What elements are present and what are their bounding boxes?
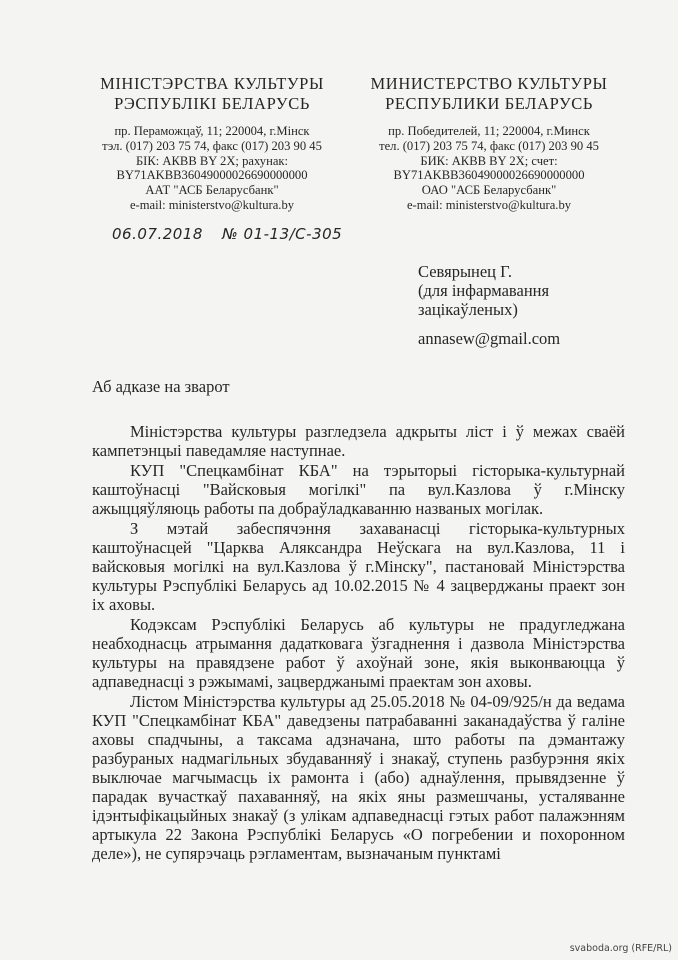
ministry-title-line: МИНИСТЕРСТВО КУЛЬТУРЫ	[370, 74, 608, 93]
body-paragraph: Кодэксам Рэспублікі Беларусь аб культуры не прадугледжана неабходнасць атрымання дадатковага ўзгаднення і дазвола Міністэрства культуры на правядзене работ ў ахоўнай зоне, якія выконваюцца ў адпаведнасці з рэжымамі, зацверджанымі праектам зон аховы.	[92, 615, 625, 691]
body-paragraph: КУП "Спецкамбінат КБА" на тэрыторыі гісторыка-культурнай каштоўнасці "Вайсковыя могілкі" па вул.Казлова ў г.Мінску ажыццяўляюць работы па добраўладкаванню названых могілак.	[92, 461, 625, 518]
account-line: BY71AKBB36049000026690000000	[393, 168, 585, 183]
bank-name-line: ААТ "АСБ Беларусбанк"	[145, 183, 279, 198]
header-left-belarusian	[88, 74, 336, 213]
body-paragraph: Міністэрства культуры разгледзела адкрыты ліст і ў межах сваёй кампетэнцыі паведамляе наступнае.	[92, 422, 625, 460]
bank-code-line: БІК: АКВВ BY 2X; рахунак:	[135, 153, 289, 168]
handwritten-reference	[112, 225, 342, 243]
source-watermark: svaboda.org (RFE/RL)	[569, 943, 672, 954]
header-right-russian	[358, 74, 620, 213]
letter-subject: Аб адказе на зварот	[92, 377, 230, 396]
body-paragraph: З мэтай забеспячэння захаванасці гісторыка-культурных каштоўнасцей "Царква Аляксандра Неўскага на вул.Казлова, 11 і вайсковыя могілкі на вул.Казлова ў г.Мінску", пастановай Міністэрства культуры Рэспублікі Беларусь ад 10.02.2015 № 4 зацверджаны праект зон іх аховы.	[92, 519, 625, 614]
ministry-title-russian	[358, 74, 620, 114]
email-line: e-mail: ministerstvo@kultura.by	[129, 197, 295, 212]
bank-code-line: БИК: АКВВ BY 2X; счет:	[420, 153, 558, 168]
handwritten-date: 06.07.2018	[112, 225, 203, 243]
recipient-note-line: (для інфармавання	[418, 281, 550, 300]
email-line: e-mail: ministerstvo@kultura.by	[406, 197, 572, 212]
handwritten-number: № 01-13/С-305	[222, 225, 343, 243]
ministry-details-russian	[358, 124, 620, 213]
phone-line: тэл. (017) 203 75 74, факс (017) 203 90 45	[102, 138, 322, 153]
ministry-title-line: МІНІСТЭРСТВА КУЛЬТУРЫ	[100, 74, 324, 93]
recipient-name: Севярынец Г.	[418, 262, 512, 281]
body-paragraph: Лістом Міністэрства культуры ад 25.05.2018 № 04-09/925/н да ведама КУП "Спецкамбінат КБА" даведзены патрабаванні заканадаўства ў галіне аховы спадчыны, а таксама адзначана, што работы па дэмантажу разбураных надмагільных збудаванняў і знакаў, ступень разбурэння якіх выключае магчымасць іх рамонта і (або) аднаўлення, прывядзенне ў парадак вучасткаў пахаванняў, на якіх яны размешчаны, усталяванне ідэнтыфікацыйных знакаў (з улікам адпаведнасці гэтых работ палажэнням артыкула 22 Закона Рэспублікі Беларусь «О погребении и похоронном деле»), не супярэчаць рэгламентам, вызначаным пунктамі	[92, 692, 625, 863]
ministry-title-belarusian	[88, 74, 336, 114]
ministry-details-belarusian	[88, 124, 336, 213]
recipient-email: annasew@gmail.com	[418, 329, 561, 348]
bank-name-line: ОАО "АСБ Беларусбанк"	[421, 183, 557, 198]
letter-body	[92, 422, 625, 864]
ministry-title-line: РЕСПУБЛИКИ БЕЛАРУСЬ	[385, 94, 593, 113]
recipient-block	[418, 262, 560, 348]
account-line: BY71AKBB36049000026690000000	[116, 168, 308, 183]
address-line: пр. Пераможцаў, 11; 220004, г.Мінск	[114, 124, 310, 138]
address-line: пр. Победителей, 11; 220004, г.Минск	[388, 124, 590, 138]
ministry-title-line: РЭСПУБЛІКІ БЕЛАРУСЬ	[114, 94, 310, 113]
phone-line: тел. (017) 203 75 74, факс (017) 203 90 45	[379, 138, 599, 153]
recipient-note-line: зацікаўленых)	[418, 300, 518, 319]
